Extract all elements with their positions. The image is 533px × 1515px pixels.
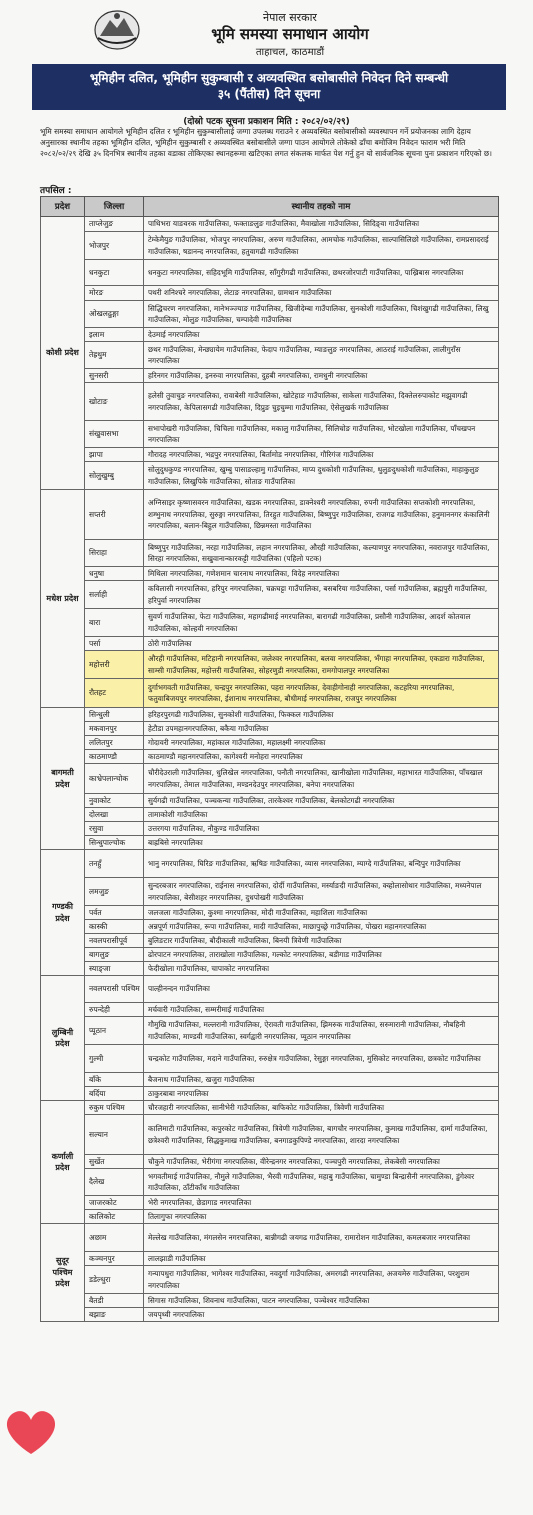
local-levels-cell: जलजला गाउँपालिका, कुश्मा नगरपालिका, मोदी गाउँपालिका, महाशिला गाउँपालिका xyxy=(144,906,499,920)
district-cell: सिन्धुली xyxy=(85,708,144,722)
publication-date: (दोस्रो पटक सूचना प्रकाशन मिति : २०८२/०२/२९) xyxy=(183,117,350,127)
table-row xyxy=(41,609,499,637)
district-cell: रुकुम पश्चिम xyxy=(85,1101,144,1115)
district-cell: कालिकोट xyxy=(85,1210,144,1224)
local-levels-cell: चौरजहारी नगरपालिका, सानीभेरी गाउँपालिका, बाफिकोट गाउँपालिका, त्रिवेणी गाउँपालिका xyxy=(144,1101,499,1115)
district-cell: मोरङ xyxy=(85,286,144,301)
district-cell: संखुवासभा xyxy=(85,421,144,448)
table-row xyxy=(41,301,499,328)
district-cell: बझाङ xyxy=(85,1308,144,1322)
local-levels-cell: बुलिङटार गाउँपालिका, बौदीकाली गाउँपालिका, बिनयी त्रिवेणी गाउँपालिका xyxy=(144,934,499,948)
local-levels-cell: हरिहरपुरगढी गाउँपालिका, सुनकोशी गाउँपालिका, फिक्कल गाउँपालिका xyxy=(144,708,499,722)
local-levels-cell: दुर्गाभगवती गाउँपालिका, चन्द्रपुर नगरपालिका, पहरा नगरपालिका, देवाहीगोनाही नगरपालिका, कटहरिया नगरपालिका, फतुवाबिजयपुर नगरपालिका, ईशानाथ नगरपालिका, बौधीमाई नगरपालिका, राजपुर नगरपालिका xyxy=(144,679,499,708)
table-row xyxy=(41,708,499,722)
district-cell: लमजुङ xyxy=(85,878,144,906)
table-row xyxy=(41,1073,499,1087)
district-cell: स्याङ्जा xyxy=(85,962,144,976)
table-row xyxy=(41,736,499,750)
table-row xyxy=(41,920,499,934)
table-row xyxy=(41,1003,499,1017)
table-row xyxy=(41,1017,499,1045)
district-cell: ओखलढुङ्गा xyxy=(85,301,144,328)
local-levels-cell: सोलुदुधकुण्ड नगरपालिका, खुम्बु पासाङल्हामु गाउँपालिका, माप्य दुधकोशी गाउँपालिका, थुलुङदुधकोशी गाउँपालिका, माहाकुलुङ गाउँपालिका, लिखुपिके गाउँपालिका, सोताङ गाउँपालिका xyxy=(144,462,499,490)
table-row xyxy=(41,934,499,948)
table-row xyxy=(41,836,499,850)
table-row xyxy=(41,217,499,232)
table-row xyxy=(41,878,499,906)
district-cell: रौतहट xyxy=(85,679,144,708)
table-row xyxy=(41,448,499,462)
district-cell: कञ्चनपुर xyxy=(85,1252,144,1266)
local-levels-cell: काठमाण्डौ महानगरपालिका, कागेश्वरी मनोहरा नगरपालिका xyxy=(144,750,499,764)
local-levels-cell: जयपृथ्वी नगरपालिका xyxy=(144,1308,499,1322)
local-levels-cell: गौमुखि गाउँपालिका, मल्लरानी गाउँपालिका, ऐरावती गाउँपालिका, झिमरुक गाउँपालिका, सरुमारानी गाउँपालिका, नौबहिनी गाउँपालिका, माण्डवी गाउँपालिका, स्वर्गद्वारी नगरपालिका, प्यूठान नगरपालिका xyxy=(144,1017,499,1045)
local-levels-cell: ढोरपाटन नगरपालिका, ताराखोला गाउँपालिका, गल्कोट नगरपालिका, बडीगाड गाउँपालिका xyxy=(144,948,499,962)
local-levels-cell: सभापोखरी गाउँपालिका, चिचिला गाउँपालिका, मकालु गाउँपालिका, सिलिचोङ गाउँपालिका, भोटखोला गाउँपालिका, पाँचखपन नगरपालिका xyxy=(144,421,499,448)
local-levels-cell: धनकुटा नगरपालिका, सहिदभूमि गाउँपालिका, साँगुरीगढी गाउँपालिका, छथरजोरपाटी गाउँपालिका, पाख्रिबास नगरपालिका xyxy=(144,260,499,286)
list-label: तपसिल : xyxy=(40,186,72,196)
district-cell: नवलपरासीपूर्व xyxy=(85,934,144,948)
local-levels-cell: सिगास गाउँपालिका, शिवनाथ गाउँपालिका, पाटन नगरपालिका, पञ्चेश्वर गाउँपालिका xyxy=(144,1294,499,1308)
local-levels-cell: चन्द्रकोट गाउँपालिका, मदाने गाउँपालिका, रुरुक्षेत्र गाउँपालिका, रेसुङ्गा नगरपालिका, मुसिकोट नगरपालिका, छत्रकोट गाउँपालिका xyxy=(144,1045,499,1073)
local-levels-cell: तिलागुफा नगरपालिका xyxy=(144,1210,499,1224)
district-cell: नवलपरासी पश्चिम xyxy=(85,976,144,1003)
local-levels-cell: अन्नपूर्ण गाउँपालिका, रूपा गाउँपालिका, मादी गाउँपालिका, माछापुच्छ्रे गाउँपालिका, पोखरा महानगरपालिका xyxy=(144,920,499,934)
district-cell: सोलुखुम्बु xyxy=(85,462,144,490)
table-row xyxy=(41,948,499,962)
table-row xyxy=(41,462,499,490)
table-row xyxy=(41,1196,499,1210)
local-levels-cell: भानु नगरपालिका, घिरिङ गाउँपालिका, ऋषिङ गाउँपालिका, व्यास नगरपालिका, म्याग्दे गाउँपालिका, बन्दिपुर गाउँपालिका xyxy=(144,850,499,878)
local-levels-cell: सुन्दरबजार नगरपालिका, राईनास नगरपालिका, दोर्दी गाउँपालिका, मर्स्याङदी गाउँपालिका, क्व्होलासोथार गाउँपालिका, मध्यनेपाल नगरपालिका, बेसीशहर नगरपालिका, दुधपोखरी गाउँपालिका xyxy=(144,878,499,906)
district-cell: पर्वत xyxy=(85,906,144,920)
table-row xyxy=(41,794,499,808)
nepal-emblem-icon xyxy=(92,8,142,52)
province-cell: गण्डकी प्रदेश xyxy=(41,850,85,976)
district-cell: प्यूठान xyxy=(85,1017,144,1045)
table-row xyxy=(41,637,499,651)
table-row xyxy=(41,490,499,540)
table-row xyxy=(41,567,499,581)
local-levels-cell: भेरी नगरपालिका, छेडागाड नगरपालिका xyxy=(144,1196,499,1210)
local-levels-cell: टेम्केमैयुङ गाउँपालिका, भोजपुर नगरपालिका, अरुण गाउँपालिका, आमचोक गाउँपालिका, साल्पासिलिछो गाउँपालिका, रामप्रसादराई गाउँपालिका, षडानन्द नगरपालिका, हतुवागढी गाउँपालिका xyxy=(144,232,499,260)
district-cell: सिन्धुपाल्चोक xyxy=(85,836,144,850)
table-row xyxy=(41,1115,499,1155)
table-row xyxy=(41,260,499,286)
district-cell: धनुषा xyxy=(85,567,144,581)
local-levels-cell: चौरीदेउराली गाउँपालिका, धुलिखेल नगरपालिका, पनौती नगरपालिका, खानीखोला गाउँपालिका, महाभारत गाउँपालिका, पाँचखाल नगरपालिका, तेमाल गाउँपालिका, मण्डनदेउपुर नगरपालिका, बनेपा नगरपालिका xyxy=(144,764,499,794)
table-row xyxy=(41,822,499,836)
district-cell: गुल्मी xyxy=(85,1045,144,1073)
local-levels-table xyxy=(40,196,499,1322)
district-cell: बारा xyxy=(85,609,144,637)
local-levels-cell: बैजनाथ गाउँपालिका, खजुरा गाउँपालिका xyxy=(144,1073,499,1087)
local-levels-cell: चौकुने गाउँपालिका, भेरीगंगा नगरपालिका, वीरेन्द्रनगर नगरपालिका, पञ्चपुरी नगरपालिका, लेकबेसी नगरपालिका xyxy=(144,1155,499,1169)
district-cell: भोजपुर xyxy=(85,232,144,260)
province-cell: सुदूर पश्चिम प्रदेश xyxy=(41,1224,85,1322)
notice-intro: भूमि समस्या समाधान आयोगले भूमिहीन दलित र भूमिहीन सुकुम्बासीलाई जग्गा उपलब्ध गराउने र अव्यवस्थित बसोबासीको व्यवस्थापन गर्ने प्रयोजनका लागि देहाय अनुसारका स्थानीय तहका भूमिहीन दलित, भूमिहीन सुकुम्बासी र अव्यवस्थित बसोबासीले जग्गा पाउन आयोगले तोकेको ढाँचा बमोजिम निवेदन फाराम भरी मिति २०८२/०२/२९ देखि ३५ दिनभित्र स्थानीय तहका वडाका तोकिएका स्थानहरूमा खटिएका लगत संकलक मार्फत पेश गर्नु हुन यो सार्वजनिक सूचना पुनः प्रकाशन गरिएको छ। xyxy=(40,127,492,158)
district-cell: डडेल्धुरा xyxy=(85,1266,144,1294)
district-cell: अछाम xyxy=(85,1224,144,1252)
table-row xyxy=(41,286,499,301)
local-levels-cell: बाह्रबिसे नगरपालिका xyxy=(144,836,499,850)
district-cell: जाजरकोट xyxy=(85,1196,144,1210)
province-cell: लुम्बिनी प्रदेश xyxy=(41,976,85,1101)
local-levels-cell: उत्तरगया गाउँपालिका, नौकुण्ड गाउँपालिका xyxy=(144,822,499,836)
table-row xyxy=(41,328,499,342)
local-levels-cell: औरही गाउँपालिका, मटिहानी नगरपालिका, जलेश्वर नगरपालिका, बलवा नगरपालिका, भँगाहा नगरपालिका, एकडारा गाउँपालिका, साम्सी गाउँपालिका, महोत्तरी गाउँपालिका, सोहरणुडी नगरपालिका, रामगोपालपुर नगरपालिका xyxy=(144,651,499,679)
district-cell: बर्दिया xyxy=(85,1087,144,1101)
local-levels-cell: हेटौडा उपमहानगरपालिका, बकैया गाउँपालिका xyxy=(144,722,499,736)
organization-name: भूमि समस्या समाधान आयोग xyxy=(211,25,369,43)
table-row xyxy=(41,808,499,822)
table-body xyxy=(41,217,499,1322)
local-levels-cell: देउमाई नगरपालिका xyxy=(144,328,499,342)
header-district: जिल्ला xyxy=(85,197,144,217)
heart-icon xyxy=(0,1400,62,1460)
table-row xyxy=(41,651,499,679)
header-local-level: स्थानीय तहको नाम xyxy=(144,197,499,217)
government-name: नेपाल सरकार xyxy=(263,11,317,24)
table-row xyxy=(41,383,499,421)
table-row xyxy=(41,722,499,736)
province-cell: कोशी प्रदेश xyxy=(41,217,85,490)
table-row xyxy=(41,976,499,1003)
local-levels-cell: हरिनगर गाउँपालिका, इनरुवा नगरपालिका, दुहबी नगरपालिका, रामधुनी नगरपालिका xyxy=(144,369,499,383)
local-levels-cell: अग्निसाइर कृष्णासवरन गाउँपालिका, खडक नगरपालिका, डाक्नेश्वरी नगरपालिका, रुपनी गाउँपालिका सप्तकोशी नगरपालिका, शम्भुनाथ नगरपालिका, सुरुङ्गा नगरपालिका, तिरहुत गाउँपालिका, बिष्णुपुर गाउँपालिका, राजगढ गाउँपालिका, हनुमाननगर कंकालिनी नगरपालिका, बलान-बिहुल गाउँपालिका, छिन्नमस्ता गाउँपालिका xyxy=(144,490,499,540)
province-cell: बागमती प्रदेश xyxy=(41,708,85,850)
district-cell: महोत्तरी xyxy=(85,651,144,679)
table-row xyxy=(41,962,499,976)
local-levels-cell: तामाकोशी गाउँपालिका xyxy=(144,808,499,822)
district-cell: काभ्रेपलान्चोक xyxy=(85,764,144,794)
district-cell: कास्की xyxy=(85,920,144,934)
table-row xyxy=(41,232,499,260)
table-row xyxy=(41,1155,499,1169)
table-row xyxy=(41,1266,499,1294)
district-cell: सप्तरी xyxy=(85,490,144,540)
table-row xyxy=(41,679,499,708)
local-levels-cell: पाल्हीनन्दन गाउँपालिका xyxy=(144,976,499,1003)
table-row xyxy=(41,906,499,920)
province-cell: कर्णाली प्रदेश xyxy=(41,1101,85,1224)
table-row xyxy=(41,1101,499,1115)
local-levels-cell: गन्यापधुरा गाउँपालिका, भागेश्वर गाउँपालिका, नवदुर्गा गाउँपालिका, अमरगढी नगरपालिका, अजयमेरु गाउँपालिका, परशुराम नगरपालिका xyxy=(144,1266,499,1294)
table-row xyxy=(41,342,499,369)
local-levels-cell: मेल्लेख गाउँपालिका, मंगलसेन नगरपालिका, बान्नीगढी जयगढ गाउँपालिका, रामारोशन गाउँपालिका, कमलबजार नगरपालिका xyxy=(144,1224,499,1252)
local-levels-cell: लालझाडी गाउँपालिका xyxy=(144,1252,499,1266)
local-levels-cell: ठोरी गाउँपालिका xyxy=(144,637,499,651)
notice-title-line2: ३५ (पैंतीस) दिने सूचना xyxy=(217,87,321,101)
local-levels-cell: बिष्णुपुर गाउँपालिका, नरहा गाउँपालिका, लहान नगरपालिका, औरही गाउँपालिका, कल्याणपुर नगरपालिका, नवराजपुर गाउँपालिका, सिरहा नगरपालिका, सखुवानान्कारकट्टी गाउँपालिका (पहिलो पटक) xyxy=(144,540,499,567)
local-levels-cell: हलेसी तुवाचुङ नगरपालिका, रावाबेसी गाउँपालिका, खोटेहाङ गाउँपालिका, साकेला गाउँपालिका, दिक्तेलरुपाकोट मझुवागढी नगरपालिका, केपिलासगढी गाउँपालिका, दिप्रुङ चुइचुम्मा गाउँपालिका, ऐसेलुखर्क गाउँपालिका xyxy=(144,383,499,421)
district-cell: खोटाङ xyxy=(85,383,144,421)
local-levels-cell: गोदावरी नगरपालिका, महांकाल गाउँपालिका, महालक्ष्मी नगरपालिका xyxy=(144,736,499,750)
district-cell: सर्लाही xyxy=(85,581,144,609)
district-cell: पर्सा xyxy=(85,637,144,651)
notice-title-banner xyxy=(32,64,506,110)
local-levels-cell: पथरी शनिश्चरे नगरपालिका, लेटाङ नगरपालिका, ग्रामथान गाउँपालिका xyxy=(144,286,499,301)
district-cell: सुर्खेत xyxy=(85,1155,144,1169)
district-cell: इलाम xyxy=(85,328,144,342)
district-cell: तेह्रथुम xyxy=(85,342,144,369)
district-cell: काठमाण्डौ xyxy=(85,750,144,764)
table-row xyxy=(41,1294,499,1308)
local-levels-cell: ठाकुरबाबा नगरपालिका xyxy=(144,1087,499,1101)
district-cell: बाँके xyxy=(85,1073,144,1087)
local-levels-cell: फेदीखोला गाउँपालिका, चापाकोट नगरपालिका xyxy=(144,962,499,976)
table-row xyxy=(41,421,499,448)
district-cell: धनकुटा xyxy=(85,260,144,286)
district-cell: सुनसरी xyxy=(85,369,144,383)
table-row xyxy=(41,1308,499,1322)
province-cell: मधेश प्रदेश xyxy=(41,490,85,708)
district-cell: रुपन्देही xyxy=(85,1003,144,1017)
district-cell: सल्यान xyxy=(85,1115,144,1155)
local-levels-cell: कविलासी नगरपालिका, हरिपुर नगरपालिका, चक्रघट्टा गाउँपालिका, बसबरिया गाउँपालिका, पर्सा गाउँपालिका, ब्रह्मपुरी गाउँपालिका, हरिपुर्वा नगरपालिका xyxy=(144,581,499,609)
local-levels-cell: मिथिला नगरपालिका, गणेशमान चारनाथ नगरपालिका, विदेह नगरपालिका xyxy=(144,567,499,581)
table-header-row xyxy=(41,197,499,217)
table-row xyxy=(41,750,499,764)
table-row xyxy=(41,1210,499,1224)
district-cell: सिराहा xyxy=(85,540,144,567)
table-row xyxy=(41,1224,499,1252)
table-row xyxy=(41,369,499,383)
district-cell: बागलुङ xyxy=(85,948,144,962)
district-cell: ललितपुर xyxy=(85,736,144,750)
table-row xyxy=(41,764,499,794)
local-levels-cell: कालिमाटी गाउँपालिका, कपुरकोट गाउँपालिका, त्रिवेणी गाउँपालिका, बागचौर नगरपालिका, कुमाख गाउँपालिका, दार्मा गाउँपालिका, छत्रेश्वरी गाउँपालिका, सिद्धकुमाख गाउँपालिका, बनगाडकुपिण्डे नगरपालिका, शारदा नगरपालिका xyxy=(144,1115,499,1155)
local-levels-cell: गौरादह नगरपालिका, भद्रपुर नगरपालिका, बिर्तामोड नगरपालिका, गौरिगंज गाउँपालिका xyxy=(144,448,499,462)
district-cell: बैतडी xyxy=(85,1294,144,1308)
organization-location: ताहाचल, काठमाडौं xyxy=(255,47,325,58)
district-cell: रसुवा xyxy=(85,822,144,836)
district-cell: नुवाकोट xyxy=(85,794,144,808)
district-cell: तनहुँ xyxy=(85,850,144,878)
district-cell: झापा xyxy=(85,448,144,462)
district-cell: दोलखा xyxy=(85,808,144,822)
notice-title-line1: भूमिहीन दलित, भूमिहीन सुकुम्बासी र अव्यवस्थित बसोबासीले निवेदन दिने सम्बन्धी xyxy=(89,71,449,85)
table-row xyxy=(41,1045,499,1073)
header-province: प्रदेश xyxy=(41,197,85,217)
table-row xyxy=(41,581,499,609)
local-levels-cell: सिद्धिचरण नगरपालिका, मानेभञ्ज्याङ गाउँपालिका, खिजीदेम्बा गाउँपालिका, सुनकोशी गाउँपालिका, चिशंखुगढी गाउँपालिका, लिखु गाउँपालिका, मोलुङ गाउँपालिका, चम्पादेवी गाउँपालिका xyxy=(144,301,499,328)
district-cell: मकवानपुर xyxy=(85,722,144,736)
district-cell: ताप्लेजुङ xyxy=(85,217,144,232)
table-row xyxy=(41,1169,499,1196)
table-row xyxy=(41,1252,499,1266)
local-levels-cell: छथर गाउँपालिका, मेन्छ्यायेम गाउँपालिका, फेदाप गाउँपालिका, म्याङलुङ नगरपालिका, आठराई गाउँपालिका, लालीगुराँस नगरपालिका xyxy=(144,342,499,369)
local-levels-cell: सुर्यगढी गाउँपालिका, पञ्चकन्या गाउँपालिका, तारकेश्वर गाउँपालिका, बेलकोटगढी नगरपालिका xyxy=(144,794,499,808)
table-row xyxy=(41,540,499,567)
local-levels-cell: पाथिभरा याङवरक गाउँपालिका, फक्ताङलुङ गाउँपालिका, मैवाखोला गाउँपालिका, सिदिङ्वा गाउँपालिका xyxy=(144,217,499,232)
table-row xyxy=(41,850,499,878)
local-levels-cell: मर्चवारी गाउँपालिका, सम्मरीमाई गाउँपालिका xyxy=(144,1003,499,1017)
district-cell: दैलेख xyxy=(85,1169,144,1196)
local-levels-cell: सुवर्ण गाउँपालिका, फेटा गाउँपालिका, महागढीमाई नगरपालिका, बारागढी गाउँपालिका, प्रसौनी गाउँपालिका, आदर्श कोतवाल गाउँपालिका, कोल्हवी नगरपालिका xyxy=(144,609,499,637)
local-levels-cell: भगवतीमाई गाउँपालिका, नौमुले गाउँपालिका, भैरवी गाउँपालिका, महाबु गाउँपालिका, चामुण्डा बिन्द्रासैनी नगरपालिका, डुंगेश्वर गाउँपालिका, ठाँटीकाँध गाउँपालिका xyxy=(144,1169,499,1196)
table-row xyxy=(41,1087,499,1101)
